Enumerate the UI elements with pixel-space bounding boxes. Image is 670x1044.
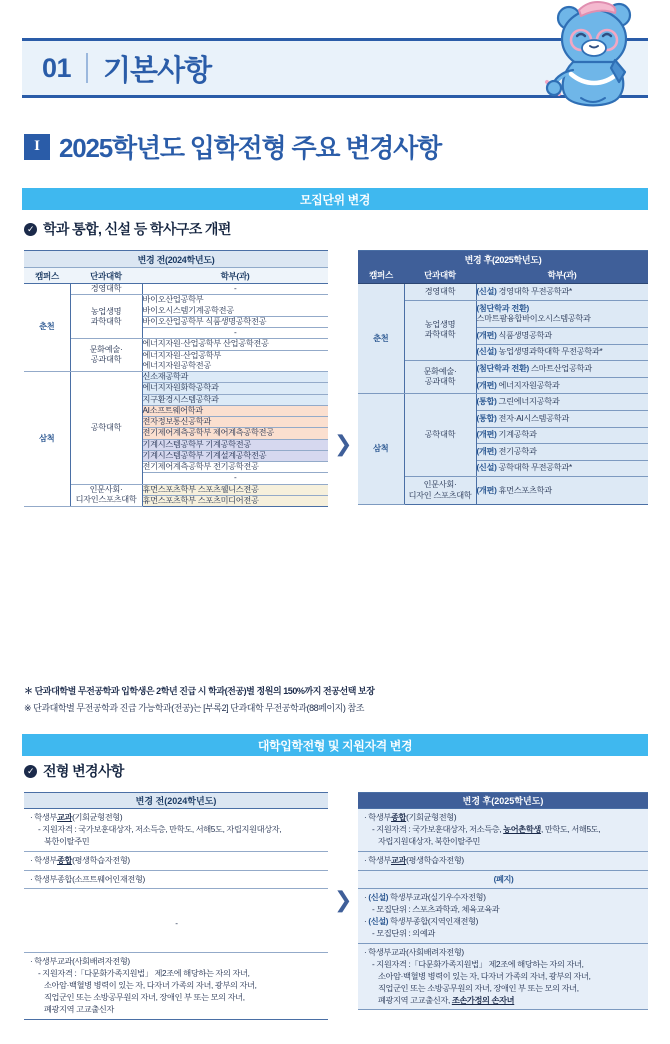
cell-college: 문화예술· 공과대학 (404, 361, 476, 394)
panel-block: · 학생부종합(평생학습자전형) (24, 852, 328, 871)
subsection-heading-academic-restructure (24, 219, 231, 239)
panel-before-title: 변경 전(2024학년도) (24, 792, 328, 809)
cell-department: - (142, 284, 328, 295)
panel-after-title: 변경 후(2025학년도) (358, 792, 648, 809)
cell-department: 바이오산업공학부 식품생명공학전공 (142, 316, 328, 327)
comparison-arrow-icon-bottom: ❯ (334, 888, 353, 913)
table-row (358, 284, 648, 301)
col-campus: 캠퍼스 (24, 268, 70, 284)
panel-block: (폐지) (358, 871, 648, 890)
col-campus: 캠퍼스 (358, 268, 404, 284)
cell-department: (통합) 그린에너지공학과 (476, 394, 648, 411)
cell-department: (개편) 전기공학과 (476, 444, 648, 461)
footnote-asterisk: ＊ 단과대학별 무전공학과 입학생은 2학년 진급 시 학과(전공)별 정원의 150%까지 전공선택 보장 (24, 686, 375, 696)
cell-department: (개편) 기계공학과 (476, 427, 648, 444)
cell-department: (신설) 농업생명과학대학 무전공학과* (476, 344, 648, 361)
panel-block: · 학생부교과(기회균형전형) - 지원자격 : 국가보훈대상자, 저소득층, 만학도, 서해5도, 자립지원대상자, 북한이탈주민 (24, 809, 328, 852)
cell-college: 문화예술· 공과대학 (70, 339, 142, 372)
panel-block: · 학생부교과(평생학습자전형) (358, 852, 648, 871)
cell-department: 기계시스템공학부 기계공학전공 (142, 439, 328, 450)
cell-department: 에너지자원화학공학과 (142, 383, 328, 394)
cell-college: 인문사회· 디자인스포츠대학 (70, 484, 142, 507)
cell-department: (개편) 휴먼스포츠학과 (476, 477, 648, 505)
cell-college: 인문사회· 디자인 스포츠대학 (404, 477, 476, 505)
cell-department: 전기제어계측공학부 제어계측공학전공 (142, 428, 328, 439)
col-college: 단과대학 (404, 268, 476, 284)
cell-department: - (142, 473, 328, 484)
cell-department: (개편) 식품생명공학과 (476, 328, 648, 345)
footnote-reference: ※ 단과대학별 무전공학과 진급 가능학과(전공)는 [부록2] 단과대학 무전공학과(88페이지) 참조 (24, 703, 364, 713)
cell-department: 전자정보통신공학과 (142, 417, 328, 428)
panel-before-2024 (24, 792, 328, 1020)
subsection-heading-label: 전형 변경사항 (43, 763, 124, 779)
cell-campus: 춘천 (24, 284, 70, 372)
cell-department: (통합) 전자·AI시스템공학과 (476, 411, 648, 428)
page-title: 2025학년도 입학전형 주요 변경사항 (59, 133, 442, 163)
table-after-2025 (358, 250, 648, 505)
cell-department: (첨단학과 전환) 스마트산업공학과 (476, 361, 648, 378)
cell-department: 지구환경시스템공학과 (142, 394, 328, 405)
cell-college: 공학대학 (404, 394, 476, 477)
panel-block: · 학생부종합(기회균형전형) - 지원자격 : 국가보훈대상자, 저소득층, 농어촌학생, 만학도, 서해5도, 자립지원대상자, 북한이탈주민 (358, 809, 648, 852)
col-college: 단과대학 (70, 268, 142, 284)
chapter-number: 01 (42, 52, 72, 83)
table-before-2024 (24, 250, 328, 507)
cell-department: 에너지자원·산업공학부 에너지자원공학전공 (142, 350, 328, 372)
subsection-heading-admission-change (24, 761, 124, 781)
cell-department: 신소재공학과 (142, 372, 328, 383)
cell-college: 경영대학 (404, 284, 476, 301)
table-before-title: 변경 전(2024학년도) (24, 251, 328, 268)
cell-department: 전기제어계측공학부 전기공학전공 (142, 462, 328, 473)
cell-college: 농업생명 과학대학 (404, 300, 476, 361)
cell-department: (개편) 에너지자원공학과 (476, 377, 648, 394)
banner-admission-type-change: 대학입학전형 및 지원자격 변경 (22, 734, 648, 756)
cell-department: (첨단학과 전환) 스마트팜융합바이오시스템공학과 (476, 300, 648, 328)
subsection-heading-label: 학과 통합, 신설 등 학사구조 개편 (43, 221, 231, 237)
col-department: 학부(과) (142, 268, 328, 284)
section-title-row (24, 128, 441, 165)
cell-college: 경영대학 (70, 284, 142, 295)
cell-department: (신설) 경영대학 무전공학과* (476, 284, 648, 301)
col-department: 학부(과) (476, 268, 648, 284)
cell-campus: 삼척 (24, 372, 70, 507)
cell-college: 공학대학 (70, 372, 142, 485)
cell-department: 휴먼스포츠학부 스포츠미디어전공 (142, 495, 328, 506)
table-row (24, 339, 328, 350)
cell-department: 에너지자원·산업공학부 산업공학전공 (142, 339, 328, 350)
cell-college: 농업생명 과학대학 (70, 295, 142, 339)
banner-recruitment-unit-change: 모집단위 변경 (22, 188, 648, 210)
panel-after-2025 (358, 792, 648, 1010)
panel-block: · 학생부종합(소프트웨어인재전형) (24, 871, 328, 890)
cell-department: - (142, 328, 328, 339)
chapter-title: 기본사항 (103, 54, 212, 87)
cell-department: (신설) 공학대학 무전공학과* (476, 460, 648, 477)
panel-block: · 학생부교과(사회배려자전형) - 지원자격 :「다문화가족지원법」 제2조에 해당하는 자의 자녀, 소아암·백혈병 병력이 있는 자, 다자녀 가족의 자녀, 광부의 자녀, 직업군인 또는 소방공무원의 자녀, 장애인 부 또는 모의 자녀, 폐광지역 고교출신자, 조손가정의 손자녀 (358, 944, 648, 1010)
table-row (24, 484, 328, 495)
cell-department: 기계시스템공학부 기계설계공학전공 (142, 450, 328, 461)
cell-department: 휴먼스포츠학부 스포츠웰니스전공 (142, 484, 328, 495)
table-row (24, 284, 328, 295)
table-row (24, 295, 328, 317)
panel-block: · 학생부교과(사회배려자전형) - 지원자격 :「다문화가족지원법」 제2조에 해당하는 자의 자녀, 소아암·백혈병 병력이 있는 자, 다자녀 가족의 자녀, 광부의 자녀, 직업군인 또는 소방공무원의 자녀, 장애인 부 또는 모의 자녀, 폐광지역 고교출신자 (24, 953, 328, 1019)
table-after-title: 변경 후(2025학년도) (358, 251, 648, 268)
table-row (24, 372, 328, 383)
bear-mascot-icon (533, 0, 663, 108)
check-circle-icon: ✓ (24, 223, 37, 236)
section-badge: I (24, 134, 50, 160)
cell-department: AI소프트웨어학과 (142, 405, 328, 416)
cell-department: 바이오산업공학부 바이오시스템기계공학전공 (142, 295, 328, 317)
panel-block: - (24, 889, 328, 953)
table-row (358, 394, 648, 411)
check-circle-icon: ✓ (24, 765, 37, 778)
cell-campus: 춘천 (358, 284, 404, 394)
panel-block: · (신설) 학생부교과(실기우수자전형) - 모집단위 : 스포츠과학과, 체육교육과 · (신설) 학생부종합(지역인재전형) - 모집단위 : 의예과 (358, 889, 648, 944)
comparison-arrow-icon-top: ❯ (334, 432, 353, 457)
chapter-separator (86, 53, 88, 83)
cell-campus: 삼척 (358, 394, 404, 504)
